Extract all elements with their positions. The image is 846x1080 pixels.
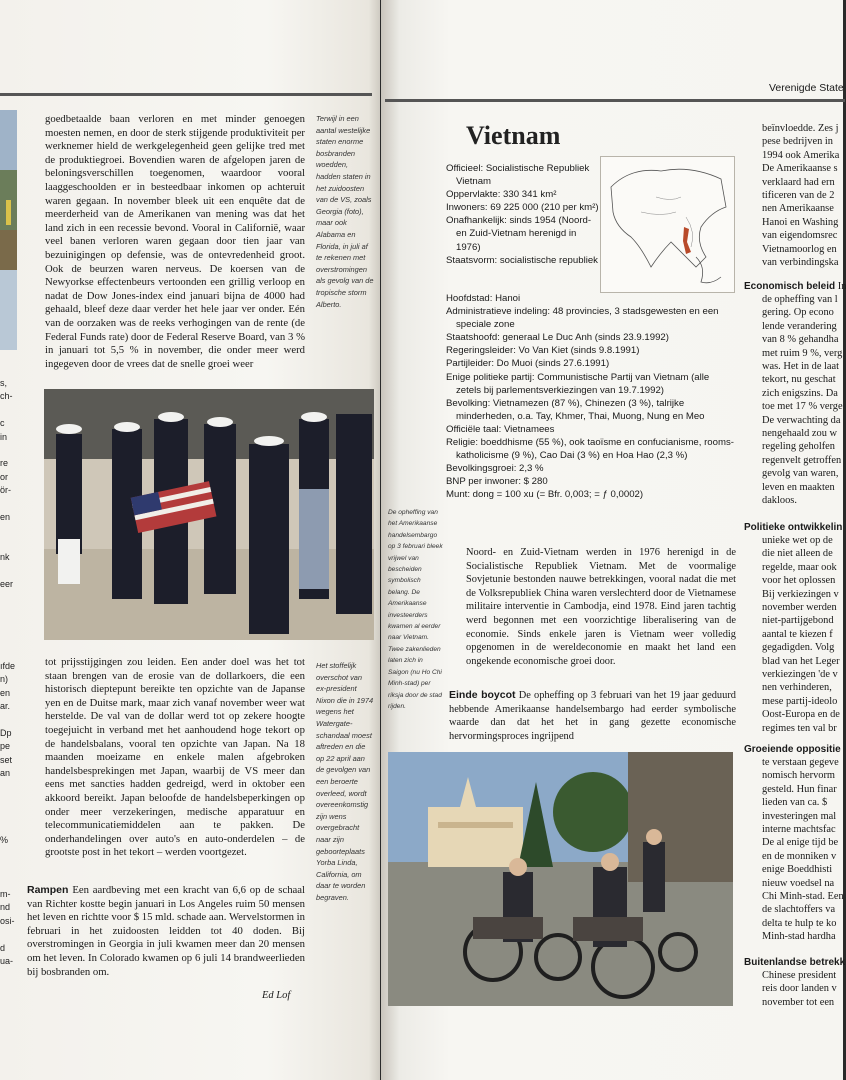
right-column-line: enige Boeddhisti [762,864,833,876]
edge-fragment: c [0,418,5,429]
fact-item: Hoofdstad: Hanoi [446,293,521,304]
fact-item: Officiële taal: Vietnamees [446,423,555,435]
author-signature: Ed Lof [262,990,291,1001]
right-column-line: pese bedrijven in [762,136,833,148]
right-column-line: nen Amerikaanse [762,203,834,215]
edge-fragment: % [0,835,9,846]
section-heading-boycot: Einde boycot [449,689,516,701]
right-column-line: met ruim 9 %, verg [762,347,843,359]
intro-paragraph: Noord- en Zuid-Vietnam werden in 1976 herenigd in de Socialistische Republiek Vietnam. Met de voormalige Sovjetunie bestonden nauwe betrekkingen, vooral nadat die met de Volksrepubliek China waren verslechterd door de Vietnamese militaire interventie in Cambodja, eind 1978. Eind jaren tachtig werd begonnen met een voorzichtige liberalisering van de economie. Sinds enkele jaren is Vietnam weer volledig opgenomen in de wereldeconomie en maakt het land een ongekende economische groei door. [466,547,736,667]
section-einde-boycot [449,689,736,743]
right-column-line: unieke wet op de [762,535,833,546]
right-column-line: nen verhinderen, [762,682,832,694]
edge-text-fragments-1 [0,377,18,592]
edge-fragment: s, [0,378,8,388]
edge-fragment: ua- [0,955,14,966]
edge-fragment: an [0,768,11,779]
fact-item: Regeringsleider: Vo Van Kiet (sinds 9.8.1991) [446,345,640,357]
right-column-line: reis door landen v [762,983,837,995]
top-rule-left [0,93,372,96]
section-heading-oppositie: Groeiende oppositie [744,744,841,755]
economisch-first-word: In [837,281,846,292]
edge-fragment: ıfde [0,661,16,671]
edge-fragment: or [0,471,9,482]
edge-fragment [0,928,18,941]
section-heading-economisch: Economisch beleid [744,281,836,292]
facts-list-bottom [446,292,736,502]
edge-fragment: ch- [0,391,13,402]
right-column-line: mese partij-ideolo [762,695,838,707]
edge-fragment [0,565,18,578]
right-column-line: leven en maakten [762,481,835,493]
fact-item: Bevolkingsgroei: 2,3 % [446,463,544,475]
right-column-line: De al enige tijd be [762,837,839,849]
right-column-line: was. Het in de laat [762,361,840,373]
edge-fragment: m- [0,888,11,899]
main-column-top [45,113,305,371]
caption-bottom: Het stoffelijk overschot van ex-president Nixon die in 1974 wegens het Watergate-schandaal moest aftreden en die op 22 april aan de gevolgen van een beroerte overleed, wordt overeenkomstig zijn wens overgebracht naar zijn geboorteplaats Yorba Linda, California, om daar te worden begraven. [316,661,374,902]
edge-fragment [0,498,18,511]
fact-item: Administratieve indeling: 48 provincies, 3 stadsgewesten en een speciale zone [446,306,719,331]
fact-item: Bevolking: Vietnamezen (87 %), Chinezen (3 %), talrijke minderheden, o.a. Tay, Khmer, Thai, Muong, Nung en Meo [446,397,705,422]
edge-fragment: eer [0,579,14,590]
edge-fragment: ör- [0,485,11,496]
fact-item: Staatsvorm: socialistische republiek [446,254,598,266]
edge-fragment: nd [0,902,11,913]
section-text-boycot: De opheffing op 3 februari van het 19 jaar geduurd hebbende Amerikaanse handelsembargo had eerder symbolische waarde dan dat het het in gang gezette economische hervormingsproces ingrijpend [449,690,736,742]
edge-fragment [0,714,18,727]
right-column-line: Chi Minh-stad. Een [762,891,844,903]
edge-fragment: ar. [0,701,11,712]
edge-fragment: en [0,512,11,523]
right-column-line: regimes ten val br [762,722,837,734]
edge-fragment: n) [0,674,9,685]
right-column-line: beïnvloedde. Zes j [762,123,839,134]
right-column-line: de slachtoffers va [762,904,836,916]
fact-item: Oppervlakte: 330 341 km² [446,189,557,201]
fact-item: Munt: dong = 100 xu (= Bfr. 0,003; = ƒ 0,0002) [446,489,644,501]
right-column-line: Bij verkiezingen v [762,588,839,600]
right-column-line: lende verandering [762,320,837,332]
right-column-line: delta te hulp te ko [762,917,837,929]
caption-middle: De opheffing van het Amerikaanse handelsembargo op 3 februari bleek vrijwel van bescheiden symbolisch belang. De Amerikaanse investeerders kwamen al eerder naar Vietnam. Twee zakenlieden laten zich in Saigon (nu Ho Chi Minh-stad) per riksja door de stad rijden. [388,509,443,710]
fact-item: Staatshoofd: generaal Le Duc Anh (sinds 23.9.1992) [446,332,669,344]
right-column-economisch [744,280,846,293]
edge-fragment [0,861,18,874]
fact-item: Onafhankelijk: sinds 1954 (Noord- en Zuid-Vietnam herenigd in 1976) [446,215,592,253]
fact-item: Officieel: Socialistische Republiek Vietnam [446,163,590,188]
right-column-line: regelde, maar ook [762,561,837,573]
fact-item: Enige politieke partij: Communistische Partij van Vietnam (alle zetels bij parlementsverkiezingen van 19.7.1992) [446,371,710,396]
top-rule-right [385,99,845,102]
right-column-line: De Amerikaanse s [762,163,838,175]
fact-item: Religie: boeddhisme (55 %), ook taoïsme en confucianisme, rooms-katholicisme (9 %), Cao Dai (3 %) en Hoa Hao (2,3 %) [446,437,734,462]
right-column-line: de opheffing van l [762,294,838,305]
right-column-line: Vietnamoorlog en [762,243,837,255]
left-page [0,0,380,1080]
edge-fragment [0,781,18,794]
right-column-line: interne machtsfac [762,824,836,836]
right-column-line: niet-partijgebond [762,615,834,627]
right-column-line: regeling geholfen [762,441,835,453]
edge-fragment [0,538,18,551]
edge-fragment: set [0,754,13,765]
right-column-line: Minh-stad hardha [762,931,836,943]
right-column-line: van verbindingska [762,257,839,269]
right-column-line: Oost-Europa en de [762,709,840,721]
edge-fragment [0,848,18,861]
right-column-line: investeringen mal [762,810,837,822]
section-heading-politiek: Politieke ontwikkelin [744,522,843,533]
right-column-line: gesteld. Hun finar [762,783,837,795]
right-column-line: lieden van ca. $ [762,797,828,809]
section-heading-rampen: Rampen [27,884,69,896]
edge-fragment [0,524,18,537]
right-column-line: 1994 ook Amerika [762,149,840,161]
edge-fragment: in [0,431,8,442]
right-column-line: te verstaan gegeve [762,757,839,768]
right-column-line: Chinese president [762,970,837,981]
right-column-line: die niet alleen de [762,548,833,560]
edge-photo-left [0,110,17,350]
right-column-block-5 [762,969,837,1009]
edge-fragment: pe [0,741,11,752]
right-column-line: gering. Op econo [762,307,834,319]
edge-fragment: nk [0,552,10,563]
edge-fragment: d [0,942,6,953]
edge-fragment: Dp [0,728,12,739]
section-rampen [27,884,305,979]
edge-text-fragments-2 [0,660,18,968]
right-column-block-2 [762,293,843,508]
edge-fragment [0,444,18,457]
section-text-rampen: Een aardbeving met een kracht van 6,6 op de schaal van Richter kostte begin januari in Los Angeles ruim 50 mensen het leven en richtte voor $ 15 mld. schade aan. Wervelstormen in februari in het zuidoosten leidden tot 40 doden. Bij overstromingen in Georgia in juli kwamen meer dan 20 mensen om het leven. In Colorado kwamen op 6 juli 14 brandweerlieden bij bosbranden om. [27,884,305,978]
running-head: Verenigde State [769,82,844,94]
photo-funeral [44,389,374,640]
right-column-line: aantal te kiezen f [762,628,833,640]
right-column-line: verklaard had ern [762,176,835,188]
right-column-line: nengehaald zou w [762,428,838,440]
facts-list-top [446,162,601,267]
right-column-line: Hanoi en Washing [762,216,839,228]
edge-fragment: re [0,458,9,469]
world-map-figure [600,156,735,293]
fact-item: Inwoners: 69 225 000 (210 per km²) [446,202,599,214]
right-column-line: van 8 % gehandha [762,334,839,346]
right-column-line: van eigendomsrec [762,230,838,242]
right-column-line: tekort, nu geschat [762,374,836,386]
right-column-line: nomisch hervorm [762,770,836,782]
right-column-line: november tot een [762,996,835,1008]
caption-top: Terwijl in een aantal westelijke staten enorme bosbranden woedden, hadden staten in het zuidoosten van de VS, zoals Georgia (foto), maar ook Alabama en Florida, in juli af te rekenen met overstromingen als gevolg van de tropische storm Alberto. [316,114,374,309]
edge-fragment [0,404,18,417]
right-column-line: De verwachting da [762,414,841,426]
right-page [381,0,846,1080]
right-column-line: november werden [762,602,837,614]
fact-item: BNP per inwoner: $ 280 [446,476,548,488]
page-title: Vietnam [466,121,561,150]
right-column-line: voor het oplossen [762,575,836,587]
right-column-line: gevolg van waren, [762,468,839,480]
right-column-line: zich enigszins. Da [762,387,838,399]
right-column-line: toe met 17 % verge [762,401,843,413]
paragraph: goedbetaalde baan verloren en met minder genoegen moesten nemen, en door de sterk stijgende produktiviteit per werknemer hield de werkgelegenheid geen gelijke tred met de produktiegroei. Bovendien waren de afgelopen jaren de beloningsverschillen toegenomen, waardoor vooral laaggeschoolden er in besteedbaar inkomen op achteruit waren gegaan. In november bleek uit een enquête dat de meerderheid van de Amerikanen van mening was dat het land zich in een recessie bevond. Vooral in Californië, waar veel banen verloren waren gegaan door tien jaar van bezuinigingen op defensie, was de ontevredenheid groot. Ook de beurzen waren nerveus. De koersen van de Newyorkse effectenbeurs vertoonden een grillig verloop en nadat de Dow Jones-index eind januari bijna de 4000 had gehaald, bleef deze daar verder het hele jaar ver onder. Eén van de oorzaken was de reeks verhogingen van de rente (de Federal Funds rate) door de Federal Reserve Board, van 3 % in januari tot 5,5 % in november, die onder meer werd ingegeven door de vrees dat de snelle groei weer [45,113,305,370]
right-column-line: verkiezingen 'de v [762,669,838,681]
right-column-line: gegadigden. Volg [762,642,835,654]
right-column-line: blad van het Leger [762,655,840,667]
edge-fragment [0,821,18,834]
section-heading-buitenland: Buitenlandse betrekk [744,957,846,968]
right-column-line: regenvelt getroffen [762,454,842,466]
photo-rickshaw [388,752,733,1006]
edge-fragment [0,794,18,807]
edge-fragment [0,807,18,820]
right-column-line: en de monniken v [762,850,837,862]
right-column-line: dakloos. [762,495,797,507]
right-column-line: nieuw voedsel na [762,877,835,889]
right-column-block-3 [762,534,840,735]
right-column-block-4 [762,756,844,944]
edge-fragment: osi- [0,915,15,926]
edge-fragment: en [0,687,11,698]
fact-item: Partijleider: Do Muoi (sinds 27.6.1991) [446,358,610,370]
main-column-bottom: tot prijsstijgingen zou leiden. Een ander doel was het tot staan brengen van de erosie van de dollarkoers, die een historisch dieptepunt bereikte ten opzichte van de Japanse yen en de Duitse mark, maar zich vanaf november weer wat herstelde. De val van de dollar werd tot op zekere hoogte toegejuicht in verband met het aanhoudend hoge tekort op de handelsbalans, vooral ten opzichte van Japan. Na 18 maanden moeizame en enkele malen afgebroken handelsbesprekingen met Japan, waarbij de VS meer dan eens met sancties hadden gedreigd, werd in oktober een akkoord bereikt. Japan beloofde de handelsbeperkingen op onder meer verzekeringen, medische apparatuur en telecommunicatiemiddelen aan te pakken. De onderhandelingen over auto's en auto-onderdelen – de grootste post in het tekort – werden voortgezet. [45,656,305,859]
right-column-block-1 [762,122,839,269]
right-column-line: tificeren van de 2 [762,190,835,202]
edge-fragment [0,875,18,888]
